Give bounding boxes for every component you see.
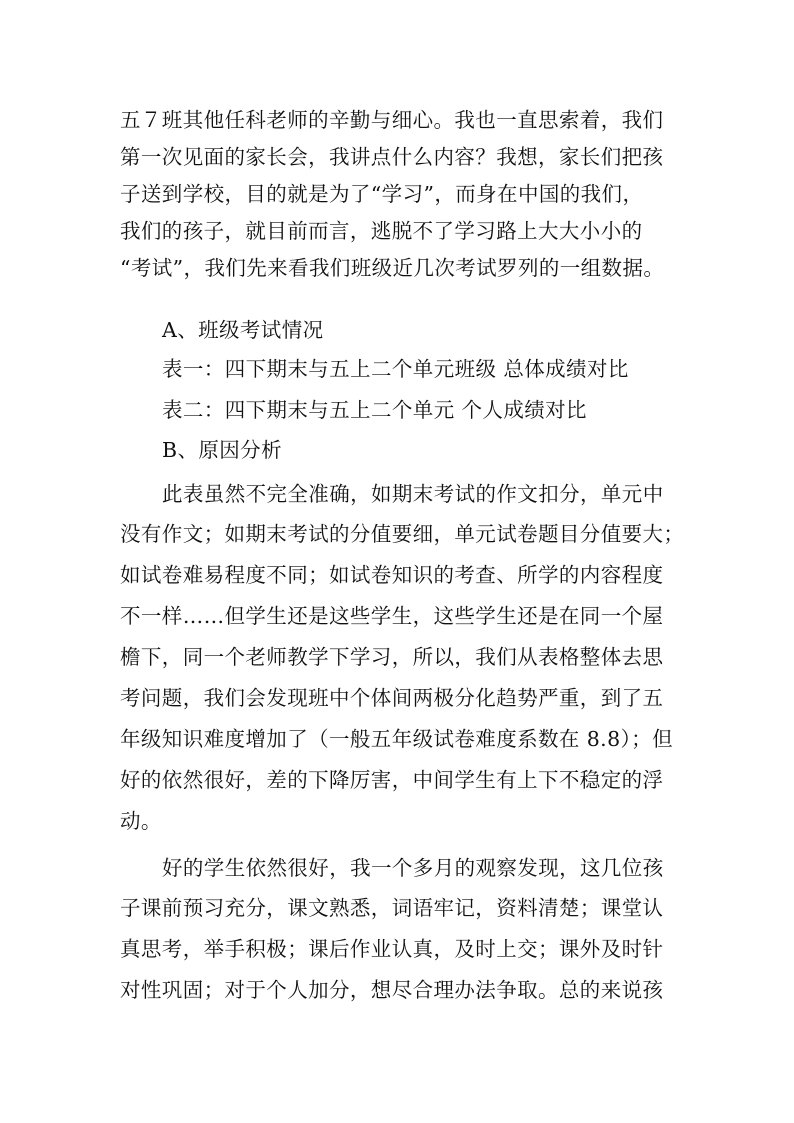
paragraph-line: 子课前预习充分，课文熟悉，词语牢记，资料清楚；课堂认 <box>120 896 664 920</box>
paragraph-line: 如试卷难易程度不同；如试卷知识的考查、所学的内容程度 <box>120 563 664 587</box>
paragraph-line: 第一次见面的家长会，我讲点什么内容？我想，家长们把孩 <box>120 145 664 169</box>
paragraph-line: 子送到学校，目的就是为了“学习”，而身在中国的我们， <box>120 182 644 206</box>
section-heading: B、原因分析 <box>162 438 282 462</box>
paragraph-line: 没有作文；如期末考试的分值要细，单元试卷题目分值要大； <box>120 522 685 546</box>
paragraph-line: 好的依然很好，差的下降厉害，中间学生有上下不稳定的浮 <box>120 768 664 792</box>
paragraph-line: 真思考，举手积极；课后作业认真，及时上交；课外及时针 <box>120 937 664 961</box>
paragraph-line: 动。 <box>120 809 162 833</box>
paragraph-line: 我们的孩子，就目前而言，逃脱不了学习路上大大小小的 <box>120 219 643 243</box>
paragraph-line: 檐下，同一个老师教学下学习，所以，我们从表格整体去思 <box>120 645 664 669</box>
paragraph-line: 此表虽然不完全准确，如期末考试的作文扣分，单元中 <box>162 482 664 506</box>
paragraph-line: 不一样……但学生还是这些学生，这些学生还是在同一个屋 <box>120 604 664 628</box>
paragraph-line: 年级知识难度增加了（一般五年级试卷难度系数在 8.8）；但 <box>120 727 673 751</box>
paragraph-line: 对性巩固；对于个人加分，想尽合理办法争取。总的来说孩 <box>120 978 664 1002</box>
section-heading: A、班级考试情况 <box>162 318 324 342</box>
paragraph-line: 五７班其他任科老师的辛勤与细心。我也一直思索着，我们 <box>120 108 664 132</box>
paragraph-line: 考问题，我们会发现班中个体间两极分化趋势严重，到了五 <box>120 686 664 710</box>
table-caption: 表二：四下期末与五上二个单元 个人成绩对比 <box>162 398 587 422</box>
paragraph-line: 好的学生依然很好，我一个多月的观察发现，这几位孩 <box>162 856 664 880</box>
paragraph-line: “考试”，我们先来看我们班级近几次考试罗列的一组数据。 <box>120 256 665 280</box>
table-caption: 表一：四下期末与五上二个单元班级 总体成绩对比 <box>162 357 629 381</box>
